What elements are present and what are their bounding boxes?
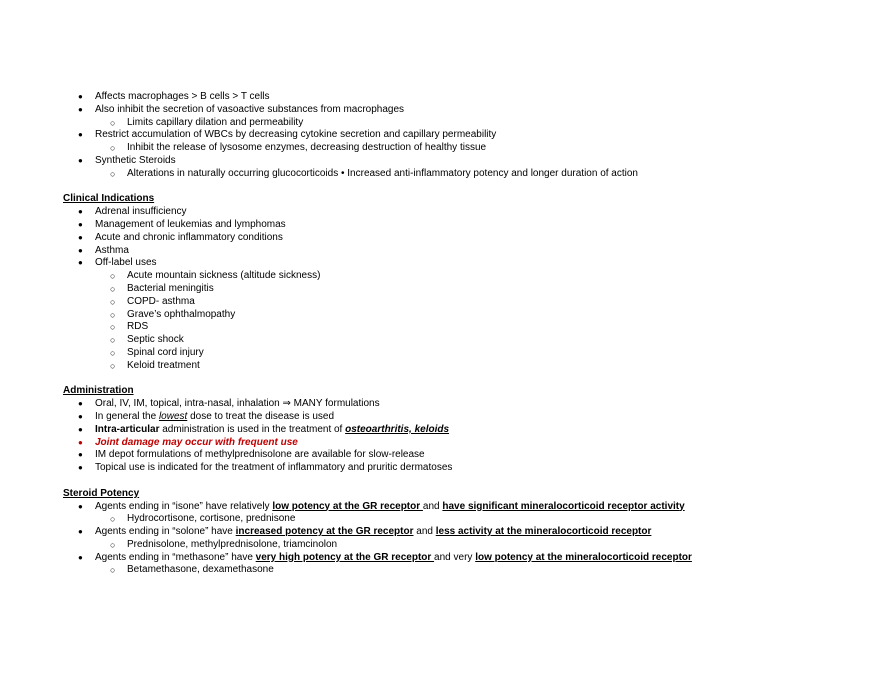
list-item-text: Agents ending in “isone” have relatively xyxy=(95,500,273,512)
list-item xyxy=(63,129,863,142)
list-item-text: Limits capillary dilation and permeability xyxy=(127,116,304,128)
list-item xyxy=(63,552,863,565)
list-item-text: dose to treat the disease is used xyxy=(187,410,335,422)
emphasis-text: less activity at the mineralocorticoid receptor xyxy=(435,526,652,538)
hollow-bullet-icon: ○ xyxy=(110,360,116,371)
sub-list-item xyxy=(63,142,863,155)
list-item-text: Prednisolone, methylprednisolone, triamcinolon xyxy=(127,538,338,550)
list-item-text: In general the xyxy=(95,410,159,422)
bullet-icon: ● xyxy=(78,501,83,511)
bullet-icon: ● xyxy=(78,104,83,114)
section-heading-clinical: Clinical Indications xyxy=(63,193,155,205)
sub-list-item xyxy=(63,564,863,577)
emphasis-text: low potency at the GR receptor xyxy=(272,500,423,512)
list-item xyxy=(63,91,863,104)
list-item-text: Asthma xyxy=(95,244,129,256)
list-item-text: Also inhibit the secretion of vasoactive substances from macrophages xyxy=(95,103,405,115)
emphasis-text: have significant mineralocorticoid receptor activity xyxy=(442,500,685,512)
sub-list-item xyxy=(63,283,863,296)
bullet-icon: ● xyxy=(78,245,83,255)
emphasis-lowest: lowest xyxy=(158,410,188,422)
hollow-bullet-icon: ○ xyxy=(110,296,116,307)
list-item-text: Alterations in naturally occurring glucocorticoids • Increased anti-inflammatory potency and longer duration of action xyxy=(127,167,638,179)
list-item xyxy=(63,245,863,258)
list-item xyxy=(63,398,863,411)
list-item-text: Adrenal insufficiency xyxy=(95,206,187,218)
list-item-text: RDS xyxy=(127,321,149,333)
emphasis-text: low potency at the mineralocorticoid receptor xyxy=(475,551,692,563)
hollow-bullet-icon: ○ xyxy=(110,514,116,525)
bullet-icon: ● xyxy=(78,155,83,165)
warning-text: Joint damage may occur with frequent use xyxy=(95,436,298,448)
list-item-text: Keloid treatment xyxy=(127,359,200,371)
document-content xyxy=(63,91,863,577)
list-item-text: Agents ending in “solone” have xyxy=(95,526,236,538)
section-heading-potency: Steroid Potency xyxy=(63,487,140,499)
list-item-text: Agents ending in “methasone” have xyxy=(95,551,256,563)
bullet-icon: ● xyxy=(78,130,83,140)
list-item-text: Grave’s ophthalmopathy xyxy=(127,308,236,320)
sub-list-item xyxy=(63,296,863,309)
hollow-bullet-icon: ○ xyxy=(110,283,116,294)
bullet-icon: ● xyxy=(78,258,83,268)
list-item-text: Septic shock xyxy=(127,334,184,346)
sub-list-item xyxy=(63,309,863,322)
hollow-bullet-icon: ○ xyxy=(110,309,116,320)
list-item-text: Acute mountain sickness (altitude sickness) xyxy=(127,270,321,282)
list-item-text: IM depot formulations of methylprednisolone are available for slow-release xyxy=(95,449,425,461)
sub-list-item xyxy=(63,334,863,347)
emphasis-text: increased potency at the GR receptor xyxy=(235,526,414,538)
hollow-bullet-icon: ○ xyxy=(110,322,116,333)
list-item-text: Acute and chronic inflammatory conditions xyxy=(95,231,283,243)
hollow-bullet-icon: ○ xyxy=(110,117,116,128)
bullet-icon: ● xyxy=(78,437,83,447)
sub-list-item xyxy=(63,347,863,360)
list-item xyxy=(63,449,863,462)
list-item-text: and xyxy=(422,500,443,512)
list-item-text: and very xyxy=(434,551,476,563)
sub-list-item xyxy=(63,321,863,334)
list-item xyxy=(63,411,863,424)
hollow-bullet-icon: ○ xyxy=(110,565,116,576)
list-item-text: administration is used in the treatment of xyxy=(159,423,346,435)
sub-list-item xyxy=(63,539,863,552)
hollow-bullet-icon: ○ xyxy=(110,539,116,550)
list-item xyxy=(63,462,863,475)
bullet-icon: ● xyxy=(78,552,83,562)
sub-list-item xyxy=(63,117,863,130)
hollow-bullet-icon: ○ xyxy=(110,271,116,282)
emphasis-text: very high potency at the GR receptor xyxy=(255,551,435,563)
list-item-text: Restrict accumulation of WBCs by decreasing cytokine secretion and capillary permeability xyxy=(95,129,497,141)
bullet-icon: ● xyxy=(78,463,83,473)
list-item-text: Betamethasone, dexamethasone xyxy=(127,564,274,576)
bullet-icon: ● xyxy=(78,207,83,217)
hollow-bullet-icon: ○ xyxy=(110,168,116,179)
bullet-icon: ● xyxy=(78,424,83,434)
emphasis-conditions: osteoarthritis, keloids xyxy=(345,423,450,435)
list-item-text: Off-label uses xyxy=(95,257,157,269)
list-item xyxy=(63,526,863,539)
sub-list-item xyxy=(63,168,863,181)
list-item-text: Oral, IV, IM, topical, intra-nasal, inhalation ⇒ MANY formulations xyxy=(95,398,380,410)
sub-list-item xyxy=(63,270,863,283)
hollow-bullet-icon: ○ xyxy=(110,143,116,154)
section-heading-administration: Administration xyxy=(63,385,134,397)
list-item-text: Affects macrophages > B cells > T cells xyxy=(95,91,270,102)
list-item xyxy=(63,501,863,514)
hollow-bullet-icon: ○ xyxy=(110,335,116,346)
bold-term: Intra-articular xyxy=(95,423,160,435)
bullet-icon: ● xyxy=(78,411,83,421)
list-item-text: Management of leukemias and lymphomas xyxy=(95,218,286,230)
list-item-text: Topical use is indicated for the treatment of inflammatory and pruritic dermatoses xyxy=(95,462,453,474)
hollow-bullet-icon: ○ xyxy=(110,347,116,358)
list-item xyxy=(63,155,863,168)
bullet-icon: ● xyxy=(78,399,83,409)
list-item-text: COPD- asthma xyxy=(127,295,195,307)
list-item xyxy=(63,424,863,437)
list-item-text: and xyxy=(413,526,436,538)
bullet-icon: ● xyxy=(78,450,83,460)
sub-list-item xyxy=(63,360,863,373)
bullet-icon: ● xyxy=(78,219,83,229)
list-item-warning xyxy=(63,437,863,450)
sub-list-item xyxy=(63,513,863,526)
list-item xyxy=(63,257,863,270)
bullet-icon: ● xyxy=(78,92,83,101)
list-item xyxy=(63,206,863,219)
list-item-text: Hydrocortisone, cortisone, prednisone xyxy=(127,513,296,525)
list-item-text: Synthetic Steroids xyxy=(95,154,176,166)
list-item xyxy=(63,104,863,117)
list-item-text: Inhibit the release of lysosome enzymes, decreasing destruction of healthy tissue xyxy=(127,142,487,154)
bullet-icon: ● xyxy=(78,527,83,537)
list-item xyxy=(63,232,863,245)
list-item xyxy=(63,219,863,232)
bullet-icon: ● xyxy=(78,232,83,242)
list-item-text: Bacterial meningitis xyxy=(127,282,214,294)
list-item-text: Spinal cord injury xyxy=(127,346,204,358)
